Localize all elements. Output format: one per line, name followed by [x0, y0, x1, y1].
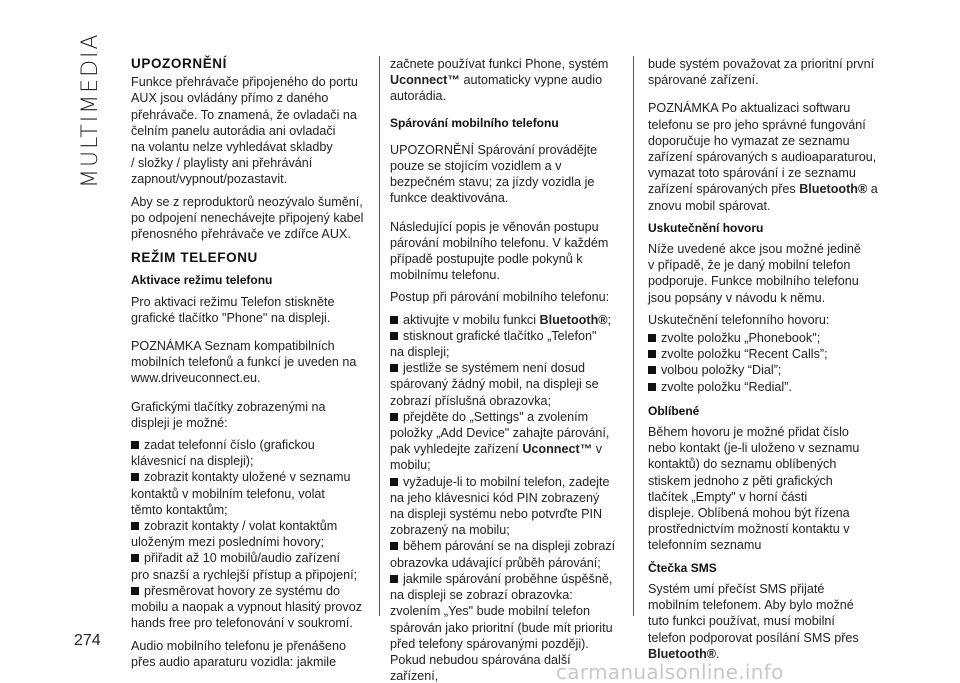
text-line: před telefony spárovanými později).: [390, 636, 589, 651]
text-line: jsou popsány v návodu k němu.: [648, 290, 826, 305]
text-line: funkce deaktivována.: [390, 191, 509, 206]
text-line: po odpojení nenechávejte připojený kabel: [131, 210, 364, 225]
text-line: případě postupujte podle pokynů k: [390, 252, 583, 267]
brand-name: Bluetooth®: [539, 312, 608, 327]
bullet-item: [390, 409, 622, 474]
bullet-icon: [390, 316, 398, 324]
text-line: Pokud nebudou spárována další zařízení,: [390, 652, 571, 683]
text-line: UPOZORNĚNÍ Spárování provádějte: [390, 142, 598, 157]
paragraph: [131, 338, 367, 387]
bullet-icon: [648, 383, 656, 391]
bullet-item: [131, 518, 367, 550]
text-line: POZNÁMKA Po aktualizaci softwaru: [648, 101, 851, 116]
text-line: na volantu nelze vyhledávat skladby: [131, 140, 333, 155]
text-line: grafické tlačítko "Phone" na displeji.: [131, 310, 331, 325]
bullet-item: [131, 437, 367, 469]
text-line: zvolte položku „Phonebook";: [661, 331, 821, 346]
bullet-item: [131, 469, 367, 518]
brand-name: Bluetooth®: [648, 646, 717, 661]
text-line: zobrazený na mobilu;: [390, 523, 510, 538]
text-line: na displeji systému nebo potvrďte PIN: [390, 507, 603, 522]
text-line: zobrazit kontakty / volat kontaktům: [144, 519, 338, 534]
bullet-icon: [131, 554, 139, 562]
text-line: párování mobilního telefonu. V každém: [390, 235, 609, 250]
bullet-item: [648, 379, 884, 395]
section-side-title: MULTIMEDIA: [78, 32, 103, 188]
text-line: přehrávače. To znamená, že ovladači na: [131, 107, 357, 122]
paragraph: [648, 424, 884, 554]
text-line: kontaktů) do seznamu oblíbených: [648, 457, 837, 472]
text-line: telefon podporovat posílání SMS přes: [648, 630, 859, 645]
text-line: stisknout grafické tlačítko „Telefon": [403, 328, 597, 343]
bullet-item: [131, 583, 367, 632]
text-line: Uskutečnění telefonního hovoru:: [648, 312, 830, 327]
bullet-item: [390, 538, 622, 570]
text-line: znovu mobil spárovat.: [648, 198, 771, 213]
text-line: Pro aktivaci režimu Telefon stiskněte: [131, 294, 335, 309]
text-line: na jeho klávesnici kód PIN zobrazený: [390, 490, 600, 505]
text-line: pro snazší a rychlejší přístup a připojení;: [131, 567, 358, 582]
text-line: telefonu se pro jeho správné fungování: [648, 117, 866, 132]
text-line: Funkce přehrávače připojeného do portu: [131, 75, 358, 90]
paragraph: [648, 241, 884, 306]
text-line: tuto funkci používat, musí mobilní: [648, 614, 835, 629]
text-line: vyžaduje-li to mobilní telefon, zadejte: [403, 474, 610, 489]
text-line: mobilu a naopak a vypnout hlasitý provoz: [131, 600, 363, 615]
bullet-icon: [648, 350, 656, 358]
text-line: přesměrovat hovory ze systému do: [144, 583, 340, 598]
text-line: hands free pro telefonování v soukromí.: [131, 616, 353, 631]
bullet-icon: [131, 441, 139, 449]
text-line: .: [716, 646, 720, 661]
bullet-icon: [131, 522, 139, 530]
text-line: POZNÁMKA Seznam kompatibilních: [131, 339, 335, 354]
text-line: doporučuje ho vymazat ze seznamu: [648, 133, 850, 148]
bullet-item: [390, 474, 622, 539]
text-line: Postup při párování mobilního telefonu:: [390, 290, 610, 305]
text-column-3: [648, 56, 884, 668]
text-line: začnete používat funkci Phone, systém: [390, 57, 609, 71]
subsection-heading: Uskutečnění hovoru: [648, 220, 764, 235]
text-line: přiřadit až 10 mobilů/audio zařízení: [144, 551, 341, 566]
text-line: displeji je možné:: [131, 415, 228, 430]
bullet-item: [648, 346, 884, 362]
text-line: zařízení spárovaných s audioaparaturou,: [648, 150, 877, 165]
text-column-1: [131, 54, 367, 676]
text-line: čelním panelu autorádia ani ovladači: [131, 123, 336, 138]
section-heading: REŽIM TELEFONU: [131, 250, 258, 266]
text-line: bezpečném stavu; za jízdy vozidla je: [390, 175, 595, 190]
text-line: Aby se z reproduktorů neozývalo šumění,: [131, 194, 363, 209]
text-line: během párování se na displeji zobrazí: [403, 539, 616, 554]
text-line: mobilním telefonem. Aby bylo možné: [648, 598, 854, 613]
text-line: nebo kontakt (je-li uloženo v seznamu: [648, 441, 860, 456]
text-line: pouze se stojícím vozidlem a v: [390, 159, 562, 174]
subsection-heading: Oblíbené: [648, 403, 700, 418]
paragraph: [648, 56, 884, 88]
page-number: 274: [74, 632, 101, 649]
brand-name: Uconnect™: [390, 73, 460, 88]
paragraph: [390, 289, 622, 305]
text-line: displeje. Oblíbená mohou být řízena: [648, 506, 850, 521]
text-line: volbou položky “Dial”;: [661, 363, 782, 378]
text-line: bude systém považovat za prioritní první: [648, 57, 875, 71]
paragraph: [131, 638, 367, 670]
paragraph: [648, 581, 884, 662]
bullet-icon: [390, 364, 398, 372]
bullet-icon: [390, 478, 398, 486]
text-line: Systém umí přečíst SMS přijaté: [648, 581, 825, 596]
text-line: zapnout/vypnout/pozastavit.: [131, 172, 288, 187]
text-line: Následující popis je věnován postupu: [390, 219, 599, 234]
text-line: zařízení spárovaných přes: [648, 182, 800, 197]
text-line: spárovaný žádný mobil, na displeji se: [390, 377, 599, 392]
bullet-icon: [390, 413, 398, 421]
bullet-item: [390, 360, 622, 409]
column-divider: [633, 56, 634, 616]
text-line: aktivujte v mobilu funkci: [403, 312, 540, 327]
bullet-item: [390, 328, 622, 360]
paragraph: [390, 56, 622, 105]
text-line: Níže uvedené akce jsou možné jedině: [648, 242, 861, 257]
text-line: přenosného přehrávače ve zdířce AUX.: [131, 227, 351, 242]
text-line: těmto kontaktům;: [131, 502, 228, 517]
text-line: spárován jako prioritní (bude mít prioritu: [390, 620, 613, 635]
paragraph: [648, 100, 884, 213]
text-line: přejděte do „Settings" a zvolením: [403, 409, 589, 424]
text-line: Během hovoru je možné přidat číslo: [648, 425, 849, 440]
text-line: klávesnicí na displeji);: [131, 454, 254, 469]
bullet-icon: [131, 587, 139, 595]
text-line: obrazovka udávající průběh párování;: [390, 555, 601, 570]
text-line: položky „Add Device" zahajte párování,: [390, 426, 610, 441]
paragraph: [648, 312, 884, 328]
text-line: mobilu;: [390, 458, 431, 473]
text-line: zvolte položku “Redial”.: [661, 379, 792, 394]
bullet-icon: [131, 473, 139, 481]
text-line: zobrazí příslušná obrazovka;: [390, 393, 552, 408]
text-line: na displeji;: [390, 345, 450, 360]
paragraph: [131, 74, 367, 187]
bullet-icon: [390, 332, 398, 340]
text-line: zadat telefonní číslo (grafickou: [144, 438, 315, 453]
text-line: ;: [607, 312, 612, 327]
text-line: www.driveuconnect.eu.: [131, 371, 261, 386]
text-line: jakmile spárování proběhne úspěšně,: [403, 571, 613, 586]
text-line: autorádia.: [390, 89, 447, 104]
text-line: vymazat toto spárování i ze seznamu: [648, 166, 856, 181]
bullet-icon: [648, 366, 656, 374]
paragraph: [131, 194, 367, 243]
watermark: carmanualsonline.info: [556, 660, 784, 683]
text-line: uloženým mezi posledními hovory;: [131, 535, 325, 550]
column-divider: [379, 56, 380, 616]
bullet-item: [648, 330, 884, 346]
text-line: automaticky vypne audio: [459, 73, 603, 88]
paragraph: [390, 142, 622, 207]
text-line: přes audio aparaturu vozidla: jakmile: [131, 654, 337, 669]
text-line: AUX jsou ovládány přímo z daného: [131, 91, 329, 106]
text-line: stiskem jednoho z pěti grafických: [648, 473, 833, 488]
bullet-icon: [390, 542, 398, 550]
text-line: na displeji se zobrazí obrazovka:: [390, 588, 573, 603]
text-line: zvolte položku “Recent Calls”;: [661, 347, 828, 362]
text-line: prostřednictvím možností kontaktu v: [648, 522, 850, 537]
text-line: a: [867, 182, 878, 197]
text-line: zvolením „Yes" bude mobilní telefon: [390, 604, 591, 619]
text-line: v: [592, 442, 603, 457]
text-line: Grafickými tlačítky zobrazenými na: [131, 399, 326, 414]
text-line: pak vyhledejte zařízení: [390, 442, 523, 457]
warning-heading: UPOZORNĚNÍ: [131, 56, 228, 71]
text-line: v případě, že je daný mobilní telefon: [648, 258, 851, 273]
text-line: telefonním seznamu: [648, 538, 762, 553]
brand-name: Uconnect™: [522, 442, 593, 457]
text-line: / složky / playlisty ani přehrávání: [131, 156, 313, 171]
text-line: tlačítek „Empty" v horní části: [648, 489, 808, 504]
bullet-item: [648, 362, 884, 378]
paragraph: [390, 219, 622, 284]
text-line: podporuje. Funkce mobilního telefonu: [648, 274, 859, 289]
text-line: jestliže se systémem není dosud: [403, 361, 585, 376]
text-column-2: [390, 56, 622, 683]
text-line: kontaktů v mobilním telefonu, volat: [131, 486, 325, 501]
brand-name: Bluetooth®: [799, 182, 868, 197]
text-line: mobilnímu telefonu.: [390, 268, 500, 283]
text-line: mobilních telefonů a funkcí je uveden na: [131, 355, 357, 370]
bullet-icon: [390, 575, 398, 583]
bullet-item: [390, 312, 622, 328]
text-line: Audio mobilního telefonu je přenášeno: [131, 638, 346, 653]
text-line: spárované zařízení.: [648, 73, 759, 88]
paragraph: [131, 294, 367, 326]
bullet-icon: [648, 334, 656, 342]
text-line: zobrazit kontakty uložené v seznamu: [144, 470, 351, 485]
paragraph: [131, 399, 367, 431]
subsection-heading: Aktivace režimu telefonu: [131, 273, 273, 288]
subsection-heading: Spárování mobilního telefonu: [390, 115, 559, 130]
bullet-item: [131, 550, 367, 582]
subsection-heading: Čtečka SMS: [648, 560, 717, 575]
